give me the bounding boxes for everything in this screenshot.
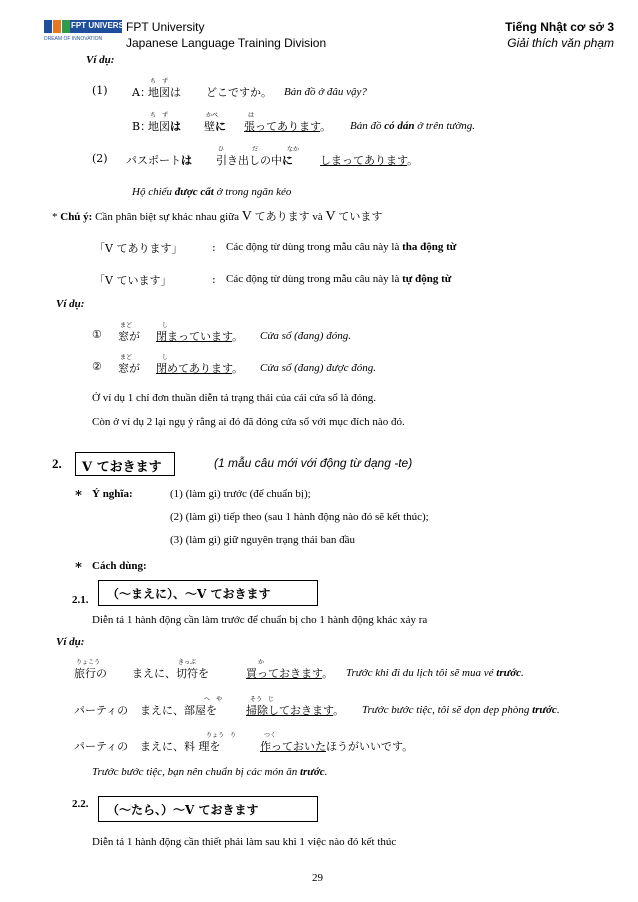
japanese-text: まえに、部屋を — [140, 704, 217, 717]
logo-text: FPT UNIVERSITY — [71, 21, 137, 30]
subsection-title: （～まえに）、～V ておきます — [107, 587, 271, 601]
furigana: かべ — [206, 112, 219, 119]
vietnamese-translation: Hộ chiếu được cất ở trong ngăn kéo — [132, 186, 292, 198]
note-line: * Chú ý: Cần phân biệt sự khác nhau giữa V てあります và V ています — [52, 209, 383, 224]
explanation-text: Ở ví dụ 1 chỉ đơn thuần diễn tả trạng thái của cái cửa sổ là đóng. — [92, 392, 376, 404]
furigana: ち ず — [150, 78, 169, 85]
meaning-item: (3) (làm gì) giữ nguyên trạng thái ban đầu — [170, 534, 355, 546]
subsection-title-box — [98, 796, 318, 822]
section-title-box — [75, 452, 175, 476]
header-university: FPT University — [126, 20, 205, 34]
furigana: そう じ — [250, 696, 275, 703]
furigana: ひ — [218, 146, 225, 153]
asterisk-bullet: ∗ — [74, 558, 83, 573]
furigana: か — [258, 659, 265, 666]
japanese-text: 買っておきます。 — [246, 667, 334, 680]
furigana: し — [162, 322, 169, 329]
japanese-text: 窓が — [118, 362, 140, 375]
section-title: V ておきます — [82, 460, 162, 475]
furigana: なか — [287, 146, 300, 153]
furigana: まど — [120, 322, 133, 329]
japanese-text: 掃除しておきます。 — [246, 704, 345, 717]
header-division: Japanese Language Training Division — [126, 36, 327, 50]
header-section: Giải thích văn phạm — [507, 36, 614, 50]
subsection-title: （～たら、）～V ておきます — [107, 803, 259, 817]
furigana: だ — [252, 146, 259, 153]
section-subtitle: (1 mẫu câu mới với động từ dạng -te) — [214, 456, 413, 470]
japanese-text: パスポートは — [126, 154, 192, 167]
asterisk-bullet: ∗ — [74, 486, 83, 501]
japanese-text: まえに、料 理を — [140, 740, 221, 753]
example-label: Ví dụ: — [86, 54, 115, 66]
japanese-text: 引き出しの中に — [216, 154, 293, 167]
japanese-text: しまってあります。 — [320, 154, 419, 167]
pattern-explanation: Các động từ dùng trong mẫu câu này là tha động từ — [226, 241, 457, 253]
japanese-text: まえに、切符を — [132, 667, 209, 680]
furigana: きっぷ — [178, 659, 197, 666]
colon: : — [212, 273, 216, 286]
logo-tagline: DREAM OF INNOVATION — [44, 36, 103, 42]
furigana: りょこう — [76, 659, 101, 666]
japanese-text: パーティの — [74, 740, 129, 753]
japanese-text: 地図は — [148, 120, 181, 133]
furigana: は — [248, 112, 255, 119]
meaning-item: (2) (làm gì) tiếp theo (sau 1 hành động nào đó sẽ kết thúc); — [170, 511, 429, 523]
japanese-text: 作っておいたほうがいいです。 — [260, 740, 414, 753]
furigana: へ や — [204, 696, 223, 703]
example-label: Ví dụ: — [56, 636, 85, 648]
usage-label: Cách dùng: — [92, 560, 147, 572]
vietnamese-translation: Bản đồ có dán ở trên tường. — [350, 120, 476, 132]
pattern-label: 「V てあります」 — [94, 242, 183, 255]
pattern-label: 「V ています」 — [94, 274, 172, 287]
vietnamese-translation: Bản đồ ở đâu vậy? — [284, 86, 367, 98]
page-number: 29 — [312, 872, 323, 884]
furigana: つく — [264, 732, 277, 739]
subsection-title-box — [98, 580, 318, 606]
japanese-text: 閉めてあります。 — [156, 362, 244, 375]
vietnamese-translation: Trước khi đi du lịch tôi sẽ mua vé trước. — [346, 667, 524, 679]
section-number: 2. — [52, 456, 62, 471]
furigana: りょう り — [206, 732, 237, 739]
japanese-text: 壁に — [204, 120, 226, 133]
furigana: ち ず — [150, 112, 169, 119]
japanese-text: どこですか。 — [206, 86, 272, 99]
japanese-text: 張ってあります。 — [244, 120, 332, 133]
subsection-description: Diễn tả 1 hành động cần thiết phải làm sau khi 1 việc nào đó kết thúc — [92, 836, 397, 848]
vietnamese-translation: Trước bước tiệc, tôi sẽ dọn dẹp phòng trước. — [362, 704, 560, 716]
example-number: ① — [92, 328, 102, 341]
subsection-number: 2.2. — [72, 798, 89, 810]
speaker-a: A： — [132, 86, 151, 99]
example-label: Ví dụ: — [56, 298, 85, 310]
speaker-b: B： — [132, 120, 152, 133]
japanese-text: 地図は — [148, 86, 181, 99]
pattern-explanation: Các động từ dùng trong mẫu câu này là tự động từ — [226, 273, 452, 285]
subsection-description: Diễn tả 1 hành động cần làm trước để chuẩn bị cho 1 hành động khác xảy ra — [92, 614, 428, 626]
example-number: (2) — [92, 152, 108, 165]
fpt-university-logo — [42, 18, 137, 44]
example-number: ② — [92, 360, 102, 373]
japanese-text: パーティの — [74, 704, 129, 717]
japanese-text: 閉まっています。 — [156, 330, 244, 343]
subsection-number: 2.1. — [72, 594, 89, 606]
header-course: Tiếng Nhật cơ sở 3 — [505, 20, 614, 34]
japanese-text: 旅行の — [74, 667, 107, 680]
furigana: まど — [120, 354, 133, 361]
meaning-label: Ý nghĩa: — [92, 488, 133, 500]
meaning-item: (1) (làm gì) trước (để chuẩn bị); — [170, 488, 311, 500]
furigana: し — [162, 354, 169, 361]
explanation-text: Còn ở ví dụ 2 lại ngụ ý rằng ai đó đã đóng cửa sổ với mục đích nào đó. — [92, 416, 405, 428]
vietnamese-translation: Cửa sổ (đang) đóng. — [260, 330, 351, 342]
colon: : — [212, 241, 216, 254]
example-number: (1) — [92, 84, 108, 97]
vietnamese-translation: Cửa sổ (đang) được đóng. — [260, 362, 376, 374]
japanese-text: 窓が — [118, 330, 140, 343]
vietnamese-translation: Trước bước tiệc, bạn nên chuẩn bị các món ăn trước. — [92, 766, 328, 778]
